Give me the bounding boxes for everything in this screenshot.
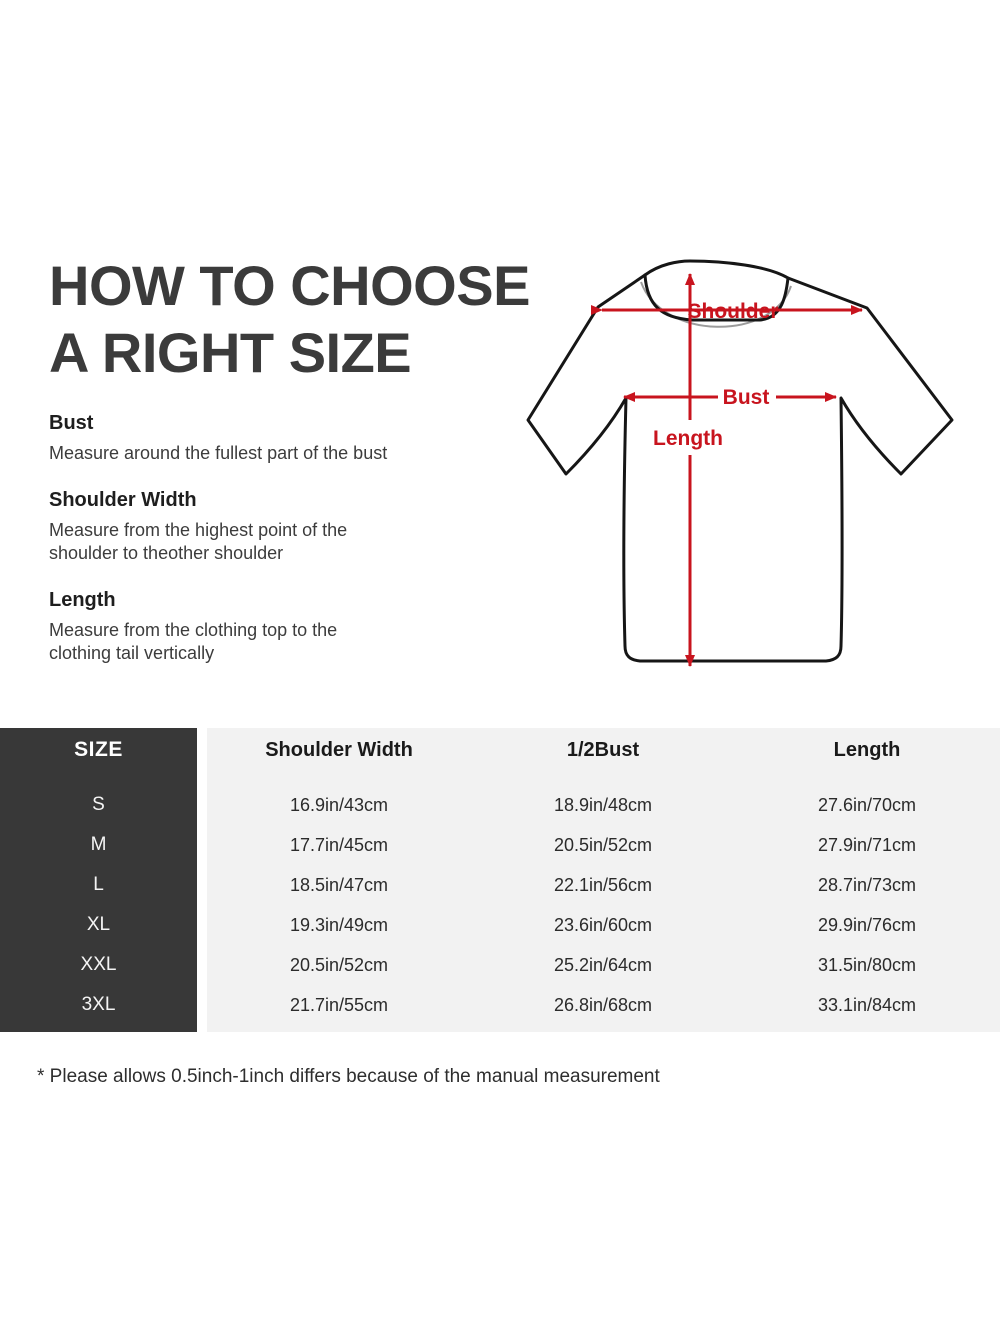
measurement-disclaimer: * Please allows 0.5inch-1inch differs because of the manual measurement (37, 1066, 660, 1087)
size-label: XL (86, 914, 111, 935)
shoulder-dimension-label: Shoulder (687, 300, 779, 323)
shoulder-width-value: 19.3in/49cm (289, 914, 389, 935)
size-table (0, 728, 1000, 1032)
shoulder-width-value: 21.7in/55cm (289, 994, 389, 1015)
instruction-shoulder-width (49, 489, 469, 565)
half-bust-value: 18.9in/48cm (553, 794, 653, 815)
length-value: 31.5in/80cm (817, 954, 917, 975)
table-row (0, 985, 1000, 1025)
instruction-text: Measure around the fullest part of the bust (49, 443, 388, 463)
size-label: S (92, 794, 105, 815)
table-row (0, 945, 1000, 985)
instruction-text: shoulder to theother shoulder (49, 543, 284, 563)
instruction-length (49, 589, 469, 665)
table-row (0, 865, 1000, 905)
column-header-length: Length (833, 738, 901, 761)
length-value: 28.7in/73cm (817, 874, 917, 895)
shoulder-width-value: 17.7in/45cm (289, 834, 389, 855)
instruction-text: clothing tail vertically (49, 643, 215, 663)
column-header-size: SIZE (74, 738, 123, 761)
shoulder-width-value: 16.9in/43cm (289, 794, 389, 815)
bust-dimension-label: Bust (722, 386, 770, 409)
column-header-shoulder-width: Shoulder Width (265, 738, 413, 761)
length-value: 33.1in/84cm (817, 994, 917, 1015)
half-bust-value: 26.8in/68cm (553, 994, 653, 1015)
page-title-line1: HOW TO CHOOSE (49, 254, 530, 317)
instruction-heading: Bust (49, 412, 94, 434)
instruction-text: Measure from the highest point of the (49, 520, 348, 540)
size-label: L (93, 874, 104, 895)
shoulder-width-value: 20.5in/52cm (289, 954, 389, 975)
instruction-bust (49, 412, 469, 465)
instruction-text: Measure from the clothing top to the (49, 620, 338, 640)
column-header-half-bust: 1/2Bust (566, 738, 640, 761)
table-row (0, 905, 1000, 945)
table-row (0, 825, 1000, 865)
table-row (0, 785, 1000, 825)
half-bust-value: 22.1in/56cm (553, 874, 653, 895)
instruction-heading: Length (49, 589, 116, 611)
table-header-row (0, 730, 1000, 770)
measure-instructions (49, 412, 469, 689)
tshirt-diagram (520, 248, 970, 678)
size-label: XXL (80, 954, 117, 975)
shoulder-width-value: 18.5in/47cm (289, 874, 389, 895)
length-value: 29.9in/76cm (817, 914, 917, 935)
size-label: 3XL (81, 994, 116, 1015)
half-bust-value: 23.6in/60cm (553, 914, 653, 935)
half-bust-value: 25.2in/64cm (553, 954, 653, 975)
length-value: 27.6in/70cm (817, 794, 917, 815)
size-label: M (90, 834, 107, 855)
half-bust-value: 20.5in/52cm (553, 834, 653, 855)
length-dimension-label: Length (653, 427, 723, 450)
instruction-heading: Shoulder Width (49, 489, 197, 511)
page-title (49, 252, 530, 386)
length-value: 27.9in/71cm (817, 834, 917, 855)
page-title-line2: A RIGHT SIZE (49, 321, 412, 384)
